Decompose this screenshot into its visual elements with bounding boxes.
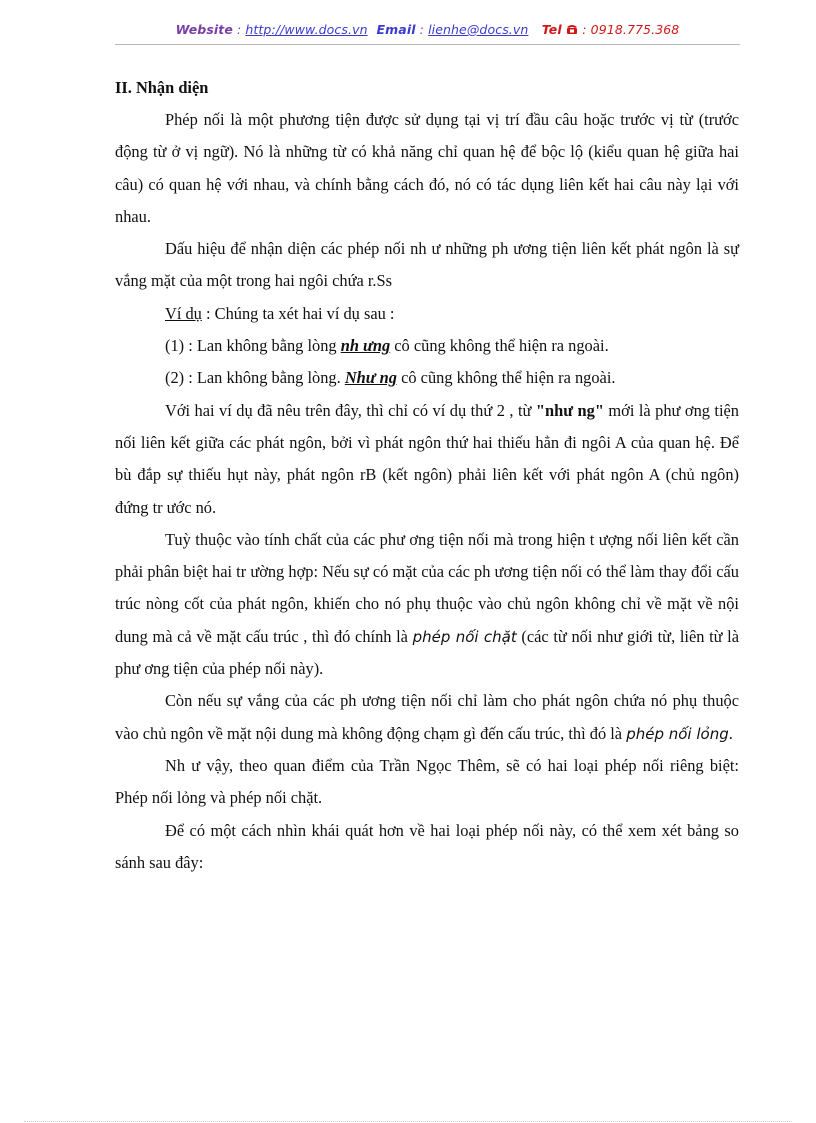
tight-after: (các từ nối như giới từ, liên từ là phư ơng tiện của phép nối này). bbox=[115, 626, 739, 679]
paragraph-identification-sign: Dấu hiệu để nhận diện các phép nối nh ư những ph ương tiện liên kết phát ngôn là sự vắng mặt của một trong hai ngôi chứa r.Ss bbox=[115, 239, 739, 291]
example-1 bbox=[115, 330, 739, 362]
section-heading: II. Nhận diện bbox=[115, 78, 209, 97]
example-2-after: cô cũng không thể hiện ra ngoài. bbox=[397, 368, 616, 388]
tight-before: Tuỳ thuộc vào tính chất của các phư ơng tiện nối mà trong hiện t ượng nối liên kết cần phải phân biệt hai tr ường hợp: Nếu sự có mặt của các ph ương tiện nối có thể làm thay đổi cấu trúc nòng cốt của phát ngôn, khiến cho nó phụ thuộc vào chủ ngôn không chỉ về mặt về nội dung mà cả về mặt cấu trúc , thì đó chính là bbox=[115, 529, 739, 646]
paragraph-tight-connection bbox=[115, 524, 739, 685]
email-separator: : bbox=[415, 22, 429, 37]
example-2-connector: Như ng bbox=[344, 368, 397, 388]
analysis-after: mới là phư ơng tiện nối liên kết giữa các phát ngôn, bởi vì phát ngôn thứ hai thiếu hẳn đi ngôi A của quan hệ. Để bù đắp sự thiếu hụt này, phát ngôn rB (kết ngôn) phải liên kết với phát ngôn A (chủ ngôn) đứng tr ước nó. bbox=[115, 400, 740, 517]
example-intro-text: : Chúng ta xét hai ví dụ sau : bbox=[201, 303, 395, 323]
phone-separator: : bbox=[578, 22, 591, 37]
telephone-icon bbox=[566, 23, 578, 38]
website-label: Website bbox=[175, 22, 233, 37]
tel-label: Tel bbox=[541, 22, 562, 37]
loose-before: Còn nếu sự vắng của các ph ương tiện nối chỉ làm cho phát ngôn chứa nó phụ thuộc vào chủ ngôn về mặt nội dung mà không động chạm gì đến cấu trúc, thì đó là bbox=[115, 691, 739, 743]
paragraph-example-analysis bbox=[115, 395, 739, 524]
page-header bbox=[115, 22, 740, 38]
website-separator: : bbox=[232, 22, 246, 37]
paragraph-two-types: Nh ư vậy, theo quan điểm của Trần Ngọc Thêm, sẽ có hai loại phép nối riêng biệt: Phép nối lỏng và phép nối chặt. bbox=[115, 755, 739, 808]
example-1-connector: nh ưng bbox=[340, 336, 391, 356]
document-body bbox=[115, 72, 739, 879]
tight-term: phép nối chặt bbox=[412, 627, 517, 646]
header-divider bbox=[115, 44, 740, 45]
footer-divider bbox=[24, 1121, 792, 1122]
analysis-connector: "như ng" bbox=[535, 400, 604, 420]
loose-after: . bbox=[728, 723, 733, 743]
loose-term: phép nối lỏng bbox=[626, 724, 729, 743]
paragraph-loose-connection bbox=[115, 685, 739, 750]
phone-number: 0918.775.368 bbox=[590, 22, 680, 37]
paragraph-definition: Phép nối là một phương tiện được sử dụng tại vị trí đầu câu hoặc trước vị từ (trước động từ ở vị ngữ). Nó là những từ có khả năng chỉ quan hệ để bộc lộ (kiểu quan hệ giữa hai câu) có quan hệ với nhau, và chính bằng cách đó, nó có tác dụng liên kết hai câu này lại với nhau. bbox=[115, 110, 739, 226]
paragraph-example-intro bbox=[115, 298, 739, 330]
example-1-before: (1) : Lan không bằng lòng bbox=[165, 336, 341, 356]
analysis-before: Với hai ví dụ đã nêu trên đây, thì chỉ có ví dụ thứ 2 , từ bbox=[165, 400, 536, 420]
example-2 bbox=[115, 362, 739, 394]
email-label: Email bbox=[376, 22, 416, 37]
website-link[interactable]: http://www.docs.vn bbox=[245, 22, 368, 37]
email-link[interactable]: lienhe@docs.vn bbox=[428, 22, 529, 37]
example-label: Ví dụ bbox=[165, 303, 202, 323]
paragraph-comparison-intro: Để có một cách nhìn khái quát hơn về hai loại phép nối này, có thể xem xét bảng so sánh sau đây: bbox=[115, 820, 739, 872]
example-2-before: (2) : Lan không bằng lòng. bbox=[165, 368, 345, 388]
example-1-after: cô cũng không thể hiện ra ngoài. bbox=[390, 336, 609, 356]
